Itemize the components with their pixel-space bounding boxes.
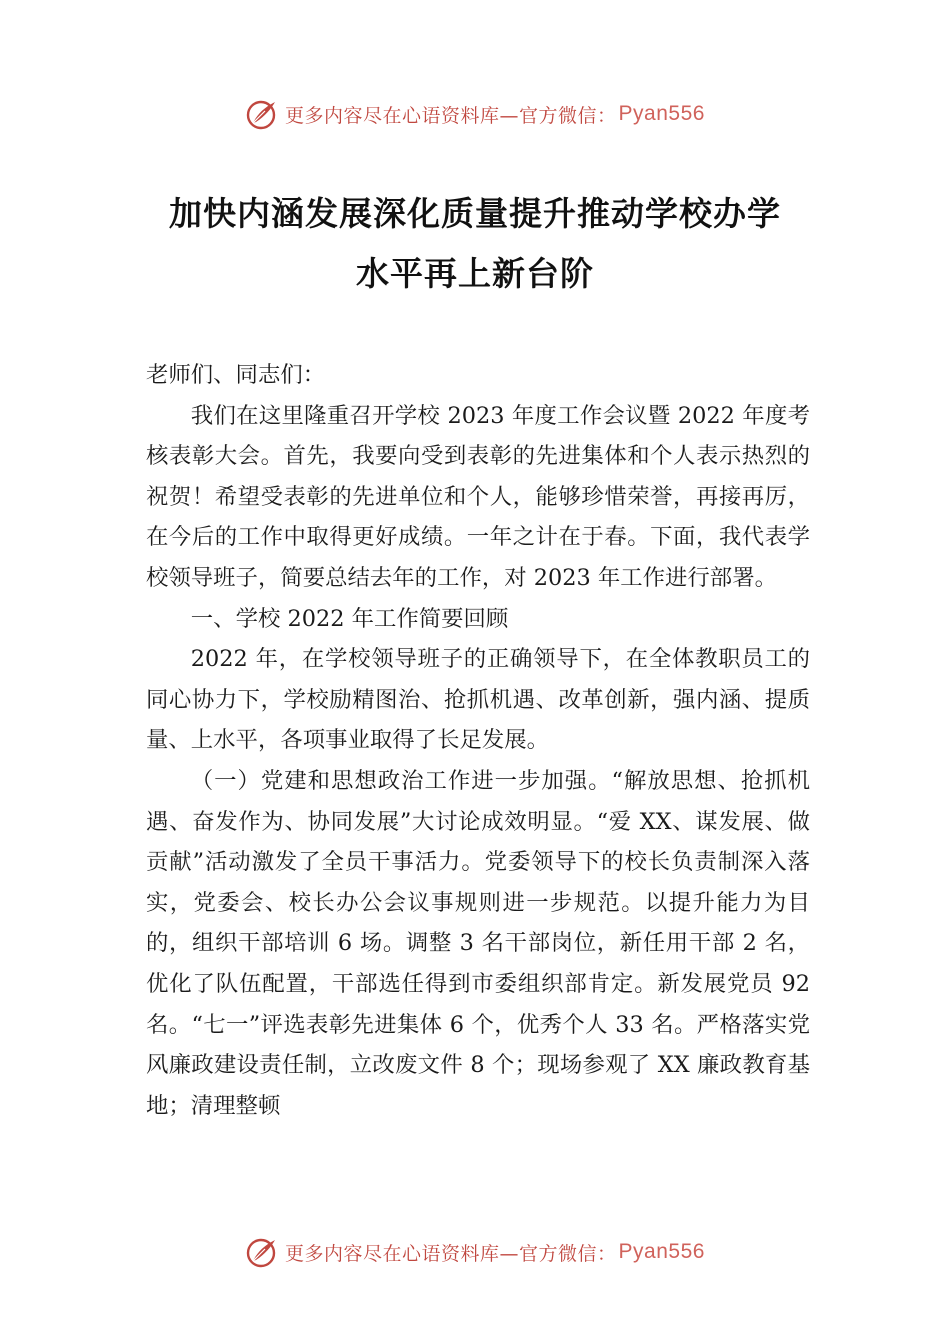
document-title bbox=[100, 184, 850, 304]
document-body bbox=[146, 355, 810, 1126]
paragraph-party-building: （一）党建和思想政治工作进一步加强。“解放思想、抢抓机遇、奋发作为、协同发展”大讨论成效明显。“爱 XX、谋发展、做贡献”活动激发了全员干事活力。党委领导下的校长负责制深入落实，党委会、校长办公会议事规则进一步规范。以提升能力为目的，组织干部培训 6 场。调整 3 名干部岗位，新任用干部 2 名，优化了队伍配置，干部选任得到市委组织部肯定。新发展党员 92 名。“七一”评选表彰先进集体 6 个，优秀个人 33 名。严格落实党风廉政建设责任制，立改废文件 8 个；现场参观了 XX 廉政教育基地；清理整顿 bbox=[146, 767, 810, 1119]
feather-pen-logo-icon bbox=[245, 1235, 279, 1269]
paragraph-opening: 我们在这里隆重召开学校 2023 年度工作会议暨 2022 年度考核表彰大会。首先，我要向受到表彰的先进集体和个人表示热烈的祝贺！希望受表彰的先进单位和个人，能够珍惜荣誉，再接再厉，在今后的工作中取得更好成绩。一年之计在于春。下面，我代表学校领导班子，简要总结去年的工作，对 2023 年工作进行部署。 bbox=[146, 402, 810, 591]
watermark-wechat-id: Pyan556 bbox=[618, 102, 705, 125]
watermark-header bbox=[0, 94, 950, 134]
title-line-1: 加快内涵发展深化质量提升推动学校办学 bbox=[169, 194, 781, 233]
feather-pen-logo-icon bbox=[245, 97, 279, 131]
watermark-footer bbox=[0, 1232, 950, 1272]
watermark-text: 更多内容尽在心语资料库—官方微信： bbox=[285, 1242, 617, 1265]
salutation: 老师们、同志们： bbox=[146, 362, 326, 388]
paragraph-review-summary: 2022 年，在学校领导班子的正确领导下，在全体教职员工的同心协力下，学校励精图治、抢抓机遇、改革创新，强内涵、提质量、上水平，各项事业取得了长足发展。 bbox=[146, 646, 810, 754]
watermark-wechat-id: Pyan556 bbox=[618, 1240, 705, 1263]
title-line-2: 水平再上新台阶 bbox=[356, 254, 594, 293]
section-heading-1: 一、学校 2022 年工作简要回顾 bbox=[190, 605, 509, 632]
watermark-text: 更多内容尽在心语资料库—官方微信： bbox=[285, 104, 617, 127]
